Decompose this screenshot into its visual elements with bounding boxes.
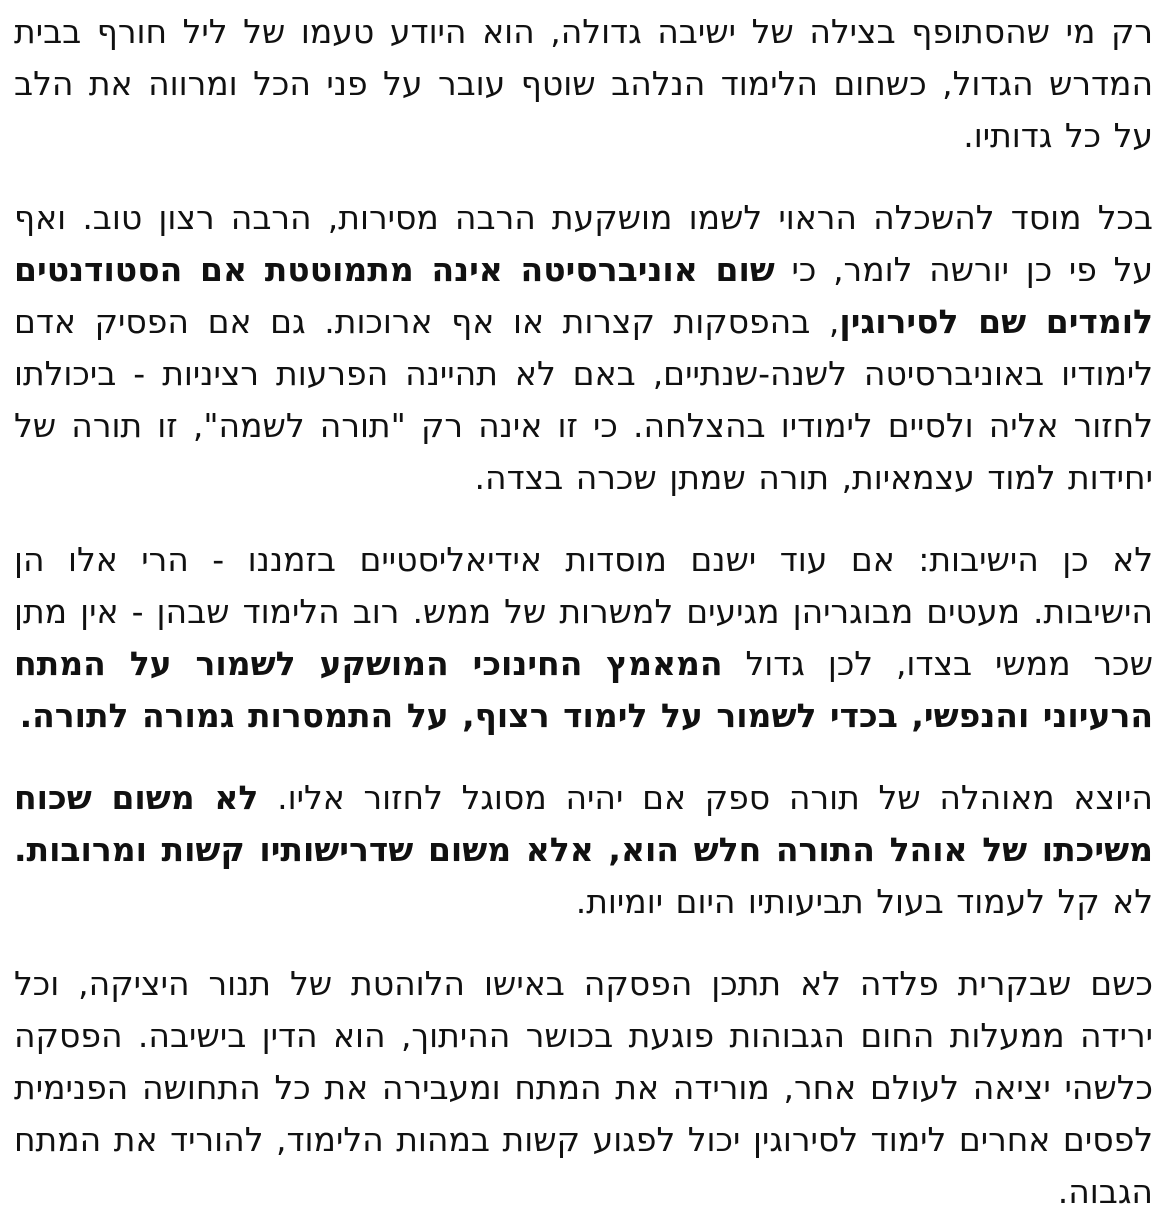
text-run: לא כן הישיבות: אם עוד ישנם מוסדות אידיאליסטיים בזמננו - הרי אלו הן הישיבות. מעטים מבוגריהן מגיעים למשרות של ממש. רוב הלימוד שבהן - אין מתן שכר ממשי בצדו, לכן גדול xyxy=(14,540,1153,683)
text-run: רק מי שהסתופף בצילה של ישיבה גדולה, הוא היודע טעמו של ליל חורף בבית המדרש הגדול, כשחום הלימוד הנלהב שוטף עובר על פני הכל ומרווה את הלב על כל גדותיו. xyxy=(14,12,1153,155)
document-body xyxy=(14,6,1153,1218)
bold-text-run: המאמץ החינוכי המושקע לשמור על המתח הרעיוני והנפשי, בכדי לשמור על לימוד רצוף, על התמסרות גמורה לתורה. xyxy=(14,644,1153,735)
bold-text-run: שום אוניברסיטה אינה מתמוטטת אם הסטודנטים לומדים שם לסירוגין xyxy=(14,250,1153,341)
text-run: בכל מוסד להשכלה הראוי לשמו מושקעת הרבה מסירות, הרבה רצון טוב. ואף על פי כן יורשה לומר, כי xyxy=(14,198,1153,289)
paragraph-5 xyxy=(14,958,1153,1218)
paragraph-1 xyxy=(14,6,1153,162)
text-run: היוצא מאוהלה של תורה ספק אם יהיה מסוגל לחזור אליו. xyxy=(258,778,1153,817)
paragraph-4 xyxy=(14,772,1153,928)
bold-text-run: לא משום שכוח משיכתו של אוהל התורה חלש הוא, אלא משום שדרישותיו קשות ומרובות. xyxy=(14,778,1153,869)
text-run: לא קל לעמוד בעול תביעותיו היום יומיות. xyxy=(575,882,1153,921)
paragraph-3 xyxy=(14,534,1153,742)
paragraph-2 xyxy=(14,192,1153,504)
text-run: , בהפסקות קצרות או אף ארוכות. גם אם הפסיק אדם לימודיו באוניברסיטה לשנה-שנתיים, באם לא תהיינה הפרעות רציניות - ביכולתו לחזור אליה ולסיים לימודיו בהצלחה. כי זו אינה רק "תורה לשמה", זו תורה של יחידות למוד עצמאיות, תורה שמתן שכרה בצדה. xyxy=(14,302,1153,497)
text-run: כשם שבקרית פלדה לא תתכן הפסקה באישו הלוהטת של תנור היציקה, וכל ירידה ממעלות החום הגבוהות פוגעת בכושר ההיתוך, הוא הדין בישיבה. הפסקה כלשהי יציאה לעולם אחר, מורידה את המתח ומעבירה את כל התחושה הפנימית לפסים אחרים לימוד לסירוגין יכול לפגוע קשות במהות הלימוד, להוריד את המתח הגבוה. xyxy=(14,964,1153,1211)
